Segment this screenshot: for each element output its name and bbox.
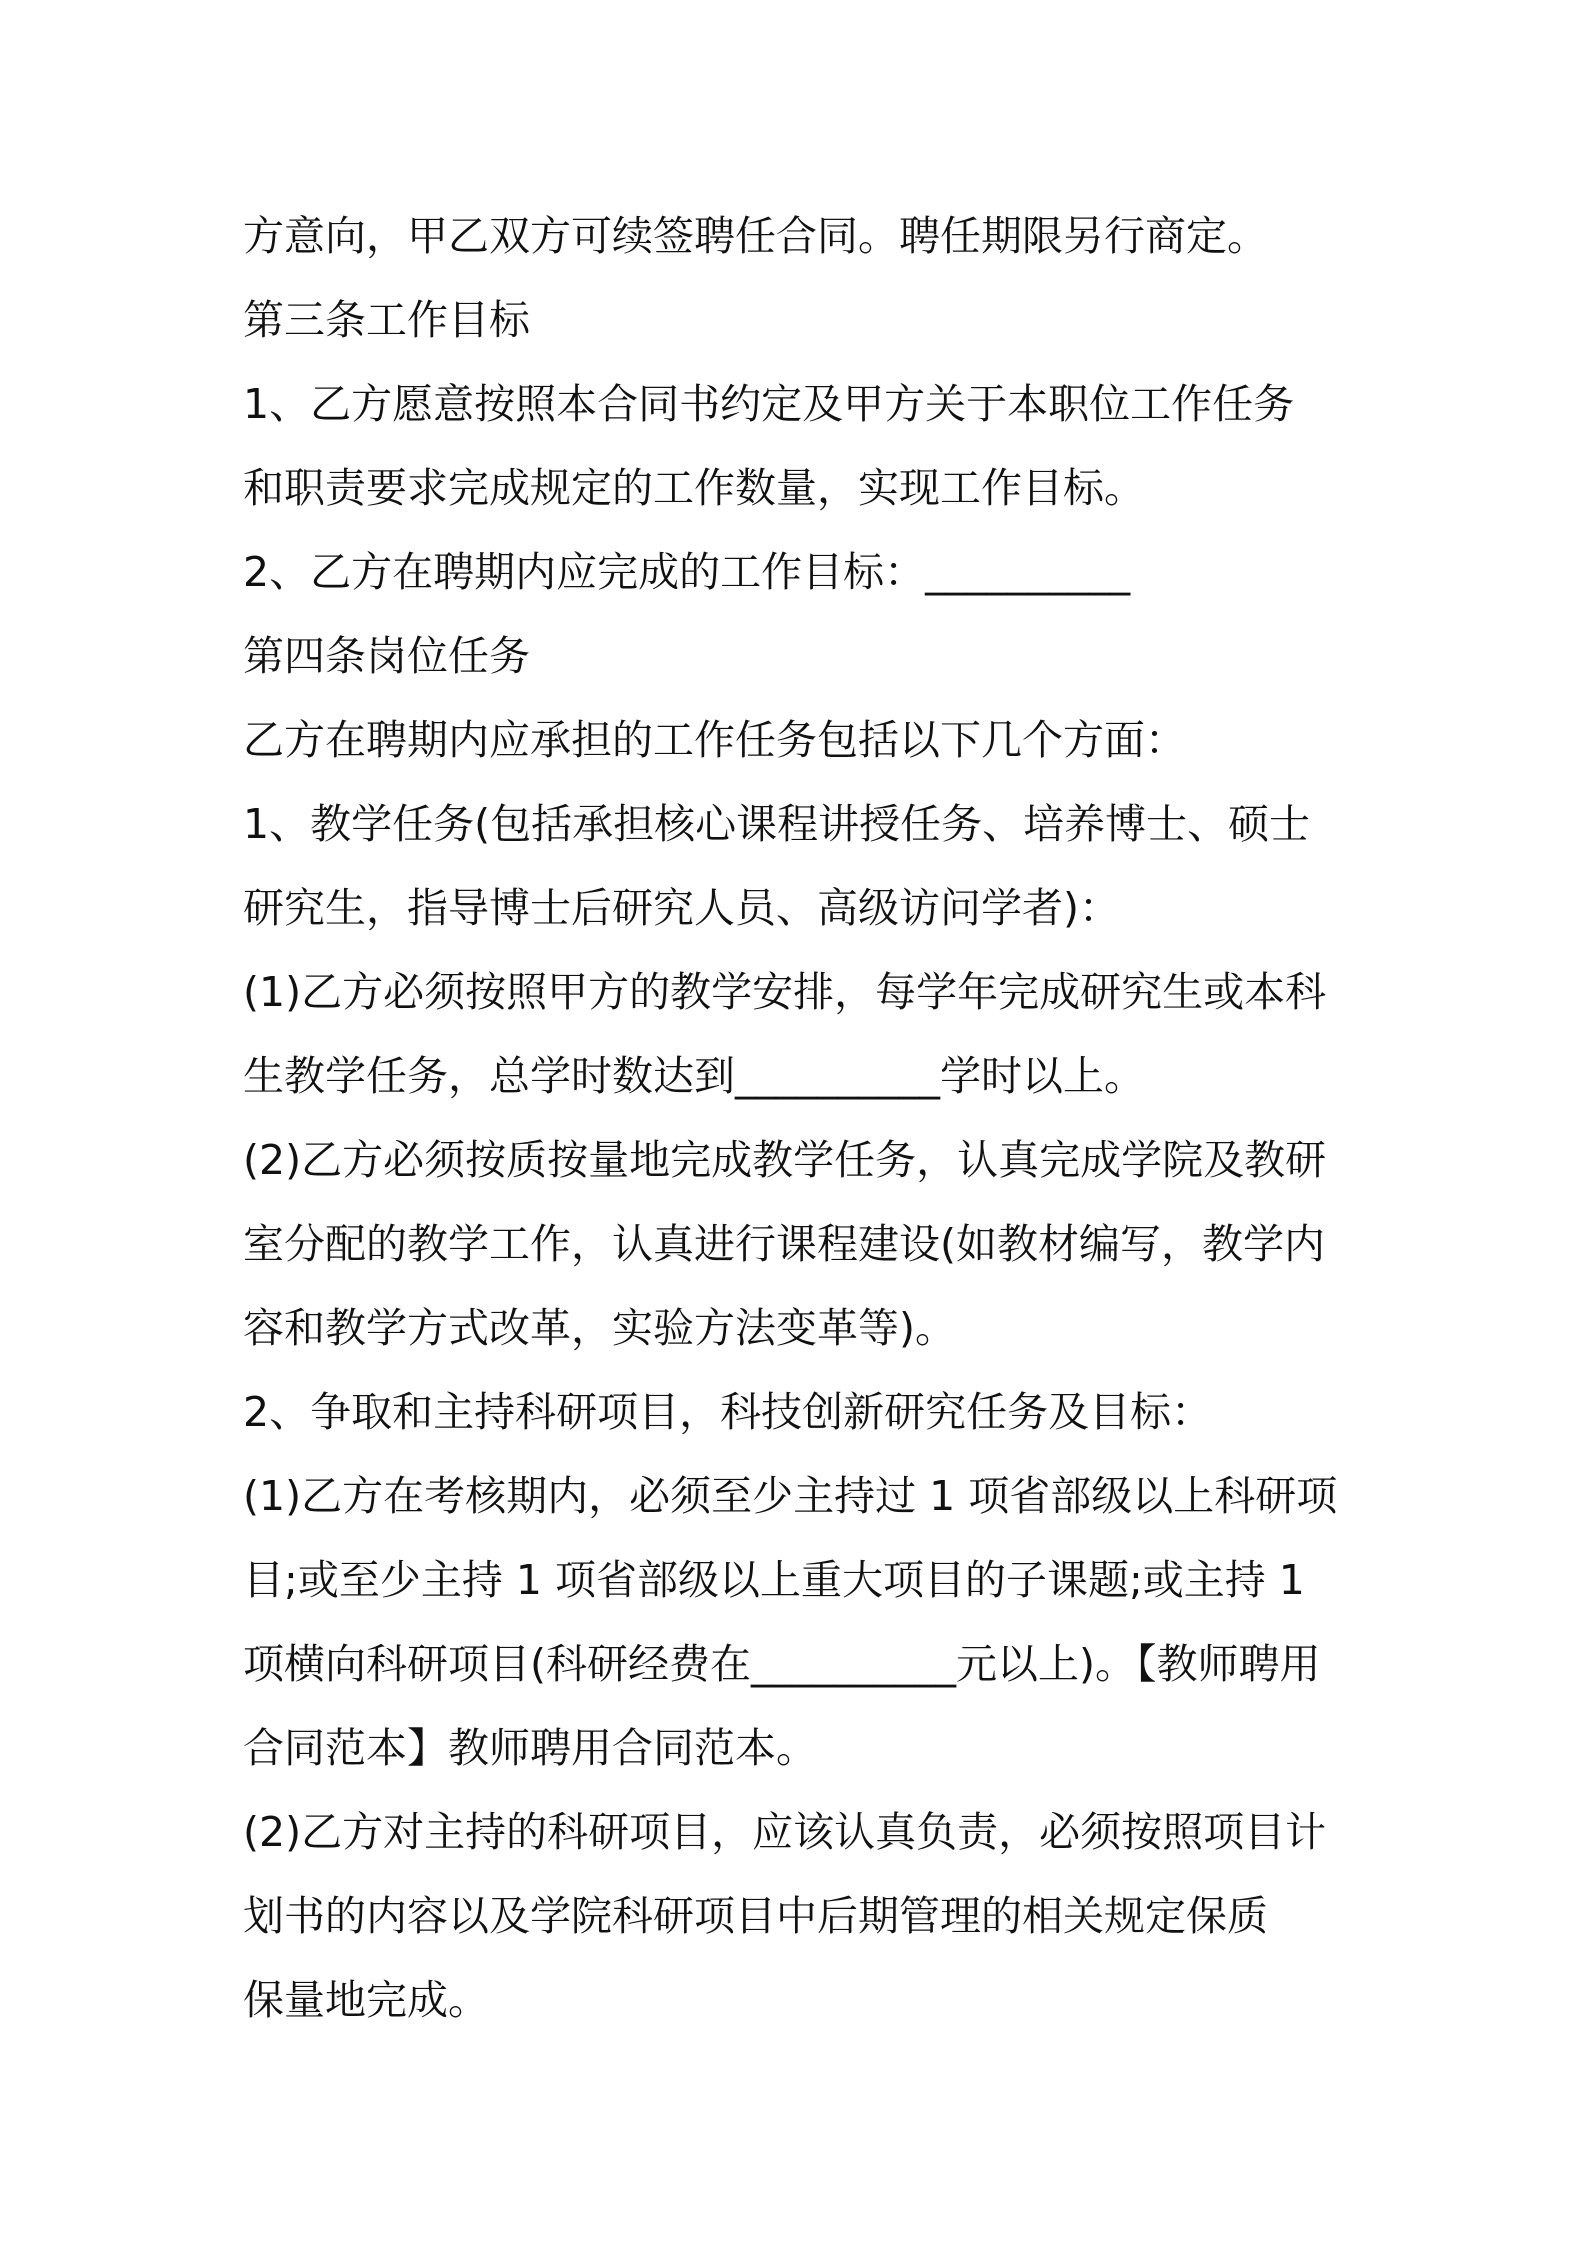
- text-line: 2、争取和主持科研项目，科技创新研究任务及目标：: [243, 1388, 1213, 1436]
- section-heading: 第四条岗位任务: [243, 632, 530, 680]
- text-line: 生教学任务，总学时数达到__________学时以上。: [243, 1052, 1145, 1100]
- text-line: 方意向，甲乙双方可续签聘任合同。聘任期限另行商定。: [243, 212, 1268, 260]
- text-line: 研究生，指导博士后研究人员、高级访问学者)：: [243, 884, 1120, 932]
- document-body: [243, 194, 1363, 2042]
- text-line: 划书的内容以及学院科研项目中后期管理的相关规定保质: [243, 1892, 1268, 1940]
- text-line: 合同范本】教师聘用合同范本。: [243, 1724, 817, 1772]
- text-line: (1)乙方必须按照甲方的教学安排，每学年完成研究生或本科: [243, 968, 1327, 1016]
- text-line: 室分配的教学工作，认真进行课程建设(如教材编写，教学内: [243, 1220, 1325, 1268]
- text-line: 项横向科研项目(科研经费在__________元以上)。【教师聘用: [243, 1640, 1321, 1688]
- text-line: 容和教学方式改革，实验方法变革等)。: [243, 1304, 956, 1352]
- text-line: (2)乙方对主持的科研项目，应该认真负责，必须按照项目计: [243, 1808, 1327, 1856]
- text-line: 1、乙方愿意按照本合同书约定及甲方关于本职位工作任务: [243, 380, 1295, 428]
- text-line: (1)乙方在考核期内，必须至少主持过 1 项省部级以上科研项: [243, 1472, 1338, 1520]
- section-heading: 第三条工作目标: [243, 296, 530, 344]
- text-line: 2、乙方在聘期内应完成的工作目标：__________: [243, 548, 1131, 596]
- text-line: 和职责要求完成规定的工作数量，实现工作目标。: [243, 464, 1145, 512]
- text-line: 目;或至少主持 1 项省部级以上重大项目的子课题;或主持 1: [243, 1556, 1305, 1604]
- text-line: 保量地完成。: [243, 1976, 489, 2024]
- text-line: 乙方在聘期内应承担的工作任务包括以下几个方面：: [243, 716, 1186, 764]
- text-line: 1、教学任务(包括承担核心课程讲授任务、培养博士、硕士: [243, 800, 1311, 848]
- text-line: (2)乙方必须按质按量地完成教学任务，认真完成学院及教研: [243, 1136, 1327, 1184]
